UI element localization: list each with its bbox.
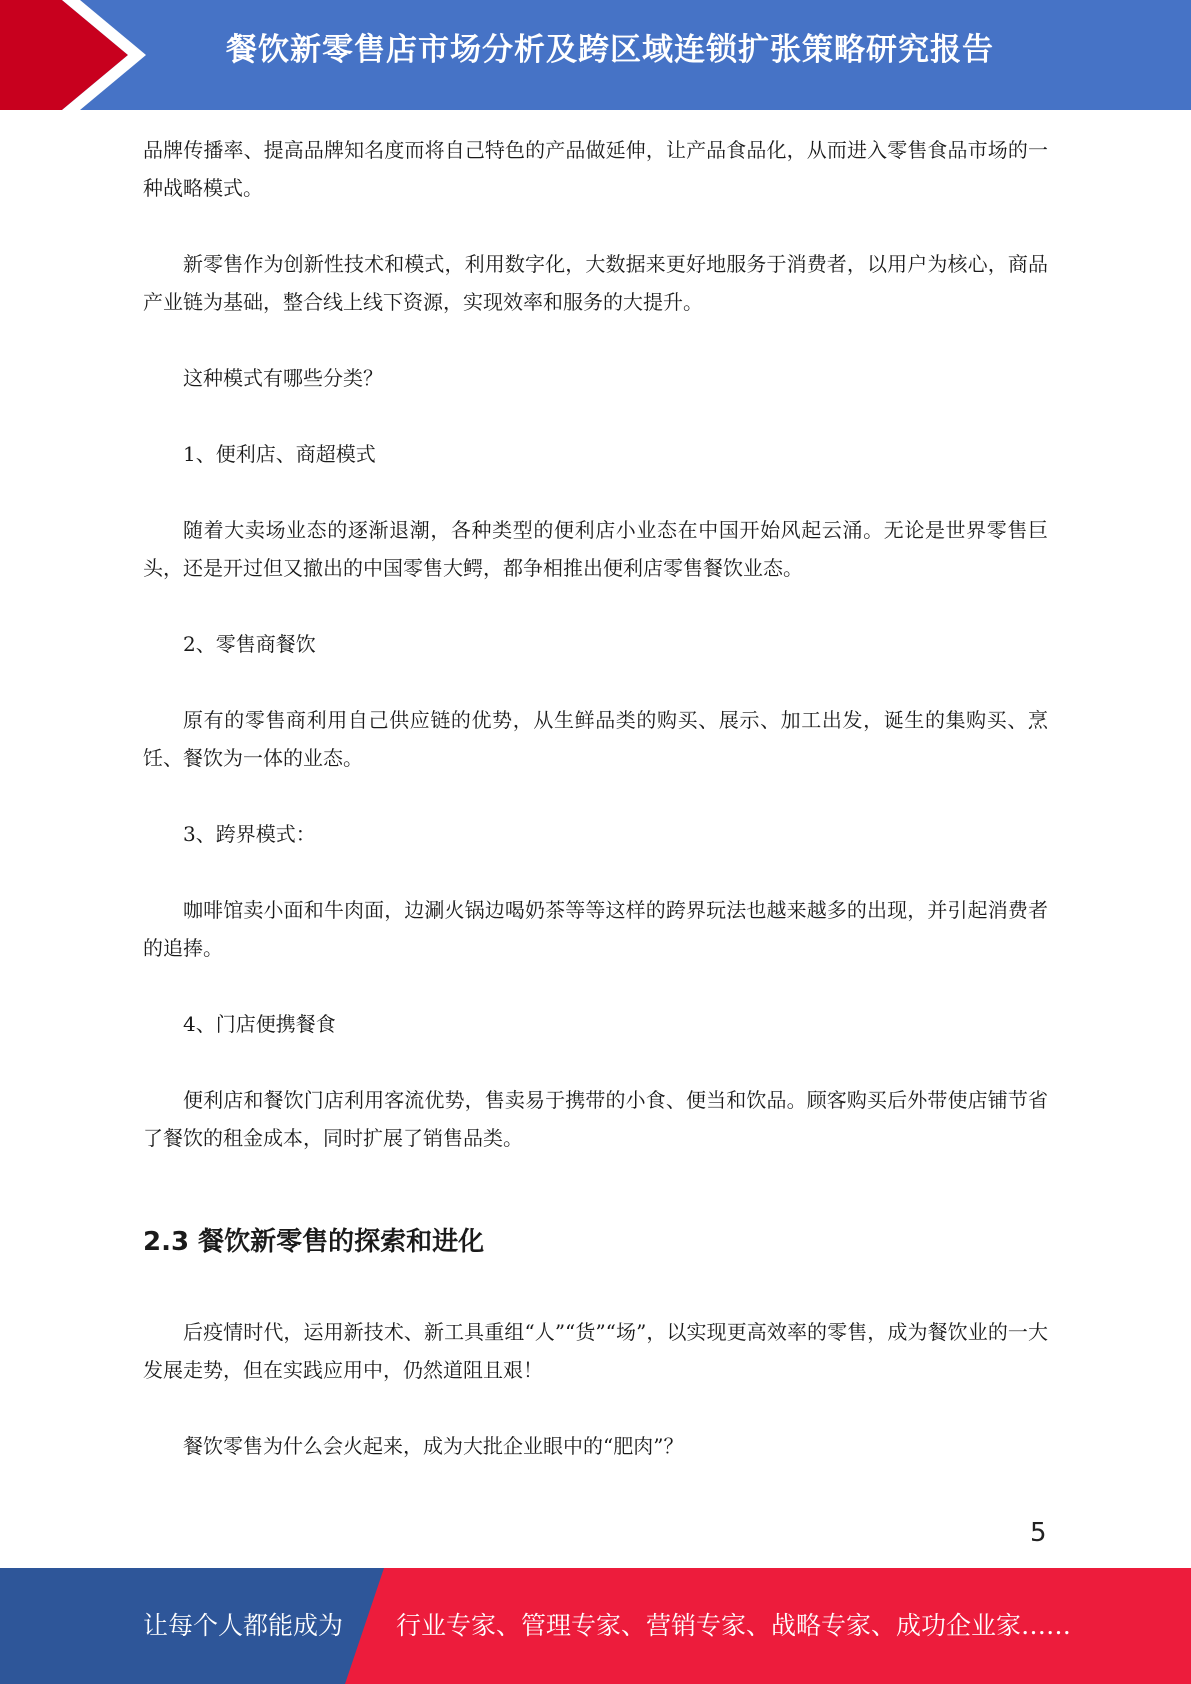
header-chevron-decoration [0,0,160,110]
paragraph: 便利店和餐饮门店利用客流优势，售卖易于携带的小食、便当和饮品。顾客购买后外带使店铺节省了餐饮的租金成本，同时扩展了销售品类。 [143,1088,1048,1150]
page-footer [0,1568,1191,1684]
page-header [0,0,1191,110]
paragraph: 随着大卖场业态的逐渐退潮，各种类型的便利店小业态在中国开始风起云涌。无论是世界零售巨头，还是开过但又撤出的中国零售大鳄，都争相推出便利店零售餐饮业态。 [143,518,1048,580]
page-number: 5 [1030,1518,1047,1548]
paragraph: 新零售作为创新性技术和模式，利用数字化，大数据来更好地服务于消费者，以用户为核心，商品产业链为基础，整合线上线下资源，实现效率和服务的大提升。 [143,252,1048,314]
section-heading: 2.3 餐饮新零售的探索和进化 [143,1227,485,1257]
paragraph: 这种模式有哪些分类？ [183,366,383,390]
red-chevron-shape [0,0,128,110]
paragraph: 咖啡馆卖小面和牛肉面，边涮火锅边喝奶茶等等这样的跨界玩法也越来越多的出现，并引起消费者的追捧。 [143,898,1048,960]
paragraph: 原有的零售商利用自己供应链的优势，从生鲜品类的购买、展示、加工出发，诞生的集购买、烹饪、餐饮为一体的业态。 [143,708,1048,770]
list-heading: 2、零售商餐饮 [183,632,316,656]
paragraph: 餐饮零售为什么会火起来，成为大批企业眼中的“肥肉”？ [183,1434,684,1458]
list-heading: 1、便利店、商超模式 [183,442,376,466]
footer-slogan-left: 让每个人都能成为 [143,1611,344,1640]
list-heading: 3、跨界模式： [183,822,316,846]
document-body [143,131,1048,1503]
header-title: 餐饮新零售店市场分析及跨区域连锁扩张策略研究报告 [226,32,994,68]
footer-slogan-right: 行业专家、管理专家、营销专家、战略专家、成功企业家…… [396,1611,1072,1640]
paragraph: 品牌传播率、提高品牌知名度而将自己特色的产品做延伸，让产品食品化，从而进入零售食品市场的一种战略模式。 [143,138,1048,200]
paragraph: 后疫情时代，运用新技术、新工具重组“人”“货”“场”，以实现更高效率的零售，成为餐饮业的一大发展走势，但在实践应用中，仍然道阻且艰！ [143,1320,1048,1382]
list-heading: 4、门店便携餐食 [183,1012,336,1036]
